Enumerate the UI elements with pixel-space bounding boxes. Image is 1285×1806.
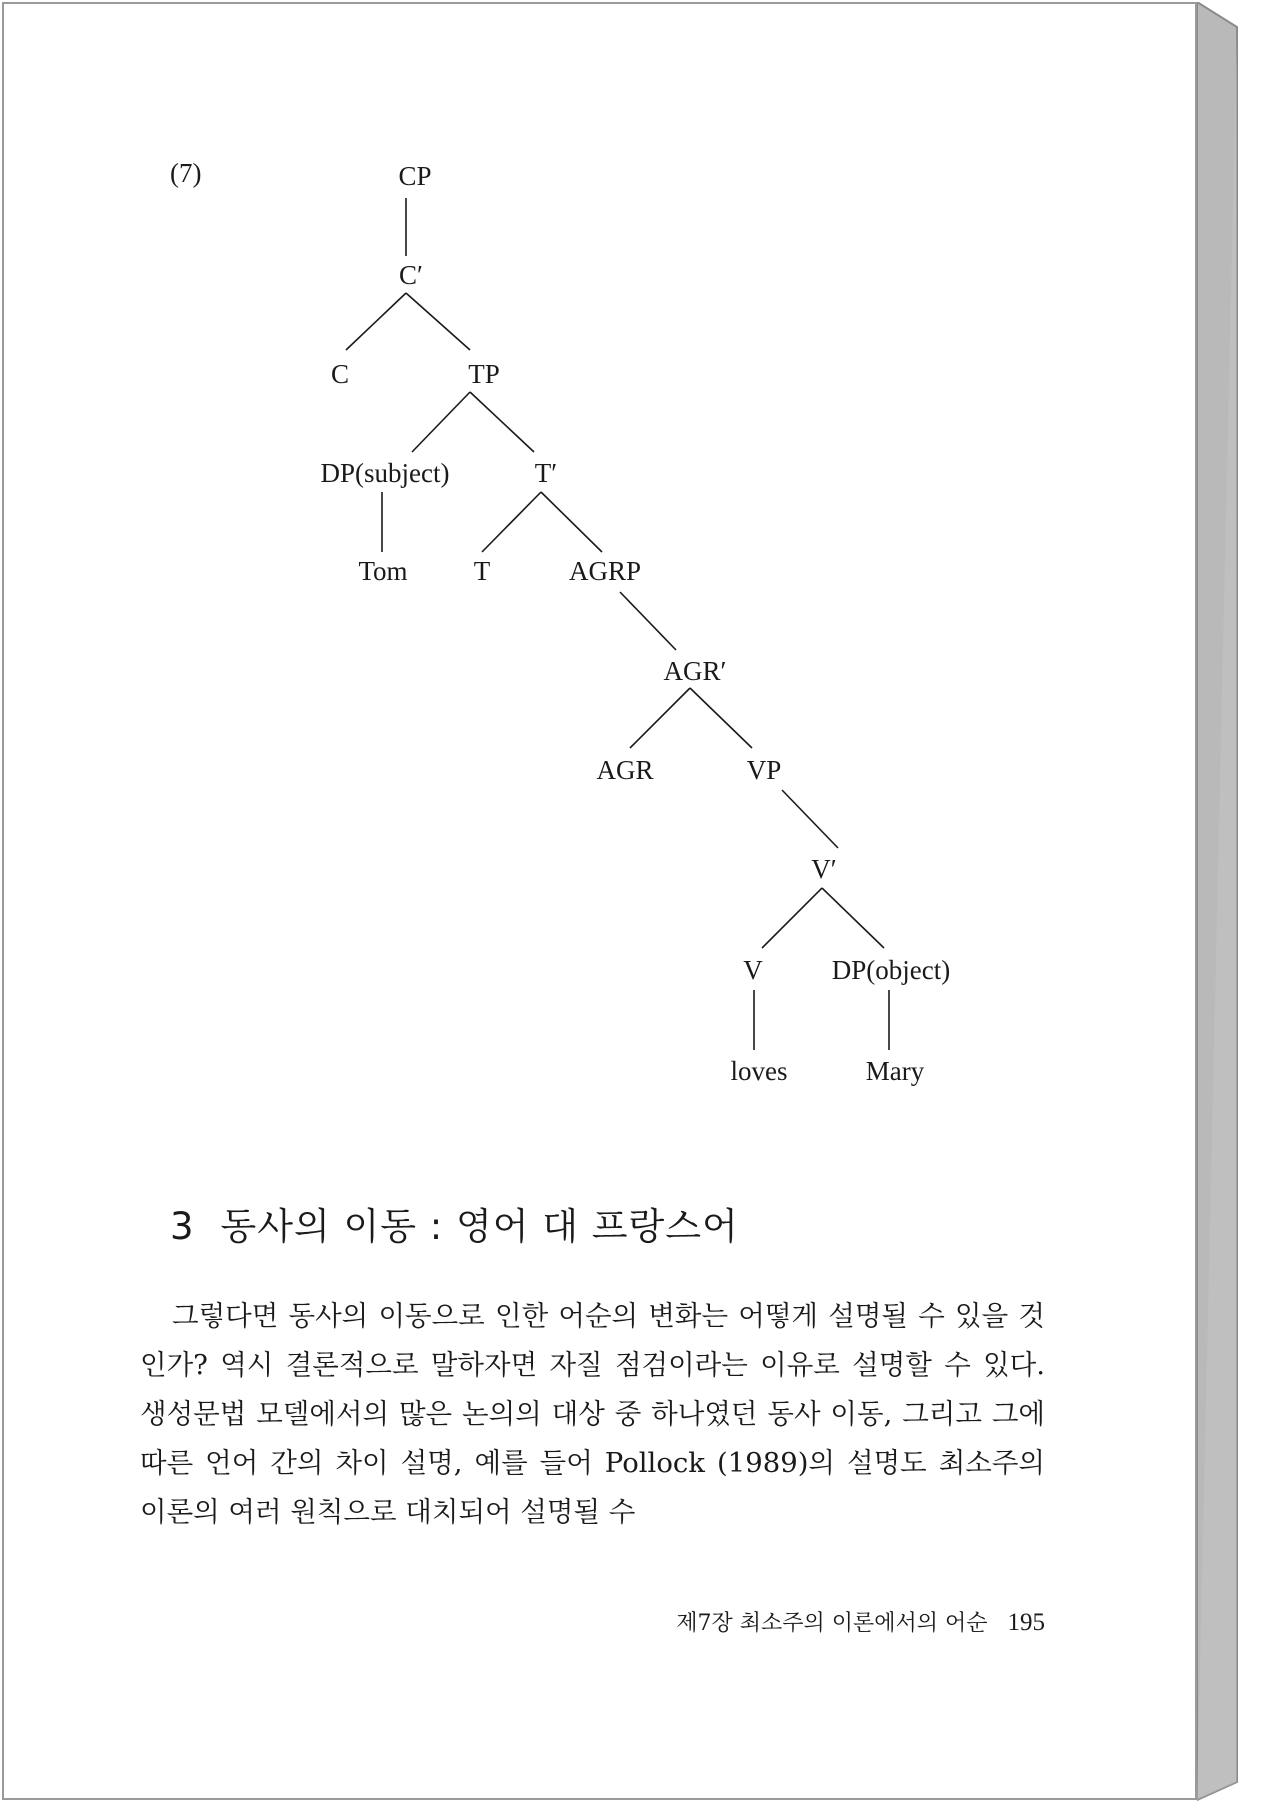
tree-node-agr-bar: AGR′ (663, 656, 727, 686)
example-number: (7) (170, 158, 202, 188)
tree-node-vp: VP (746, 755, 782, 785)
tree-node-t: T (473, 556, 491, 586)
body-paragraph: 그렇다면 동사의 이동으로 인한 어순의 변화는 어떻게 설명될 수 있을 것인가? 역시 결론적으로 말하자면 자질 점검이라는 이유로 설명할 수 있다. 생성문법 모델에서의 많은 논의의 대상 중 하나였던 동사 이동, 그리고 그에 따른 언어 간의 차이 설명, 예를 들어 Pollock (1989)의 설명도 최소주의 이론의 여러 원칙으로 대치되어 설명될 수 (140, 1300, 1046, 1528)
tree-node-cp: CP (398, 161, 432, 191)
tree-node-dp-object: DP(object) (831, 955, 951, 985)
tree-node-c-bar: C′ (399, 260, 423, 290)
tree-node-c: C (330, 359, 350, 389)
tree-node-v-bar: V′ (811, 854, 837, 884)
running-footer (600, 1606, 1045, 1637)
section-heading (170, 1196, 739, 1250)
tree-node-t-bar: T′ (534, 458, 558, 488)
tree-node-mary: Mary (865, 1056, 925, 1086)
tree-node-agrp: AGRP (568, 556, 642, 586)
page-number: 195 (1007, 1609, 1045, 1636)
tree-node-tom: Tom (358, 556, 408, 586)
section-title-text: 동사의 이동 : 영어 대 프랑스어 (220, 1205, 739, 1248)
tree-node-tp: TP (468, 359, 500, 389)
chapter-title: 제7장 최소주의 이론에서의 어순 (676, 1611, 988, 1636)
tree-node-loves: loves (730, 1056, 788, 1086)
tree-node-agr: AGR (596, 755, 654, 785)
tree-node-v: V (743, 955, 763, 985)
section-number: 3 (170, 1205, 195, 1248)
tree-node-dp-subject: DP(subject) (320, 458, 450, 488)
